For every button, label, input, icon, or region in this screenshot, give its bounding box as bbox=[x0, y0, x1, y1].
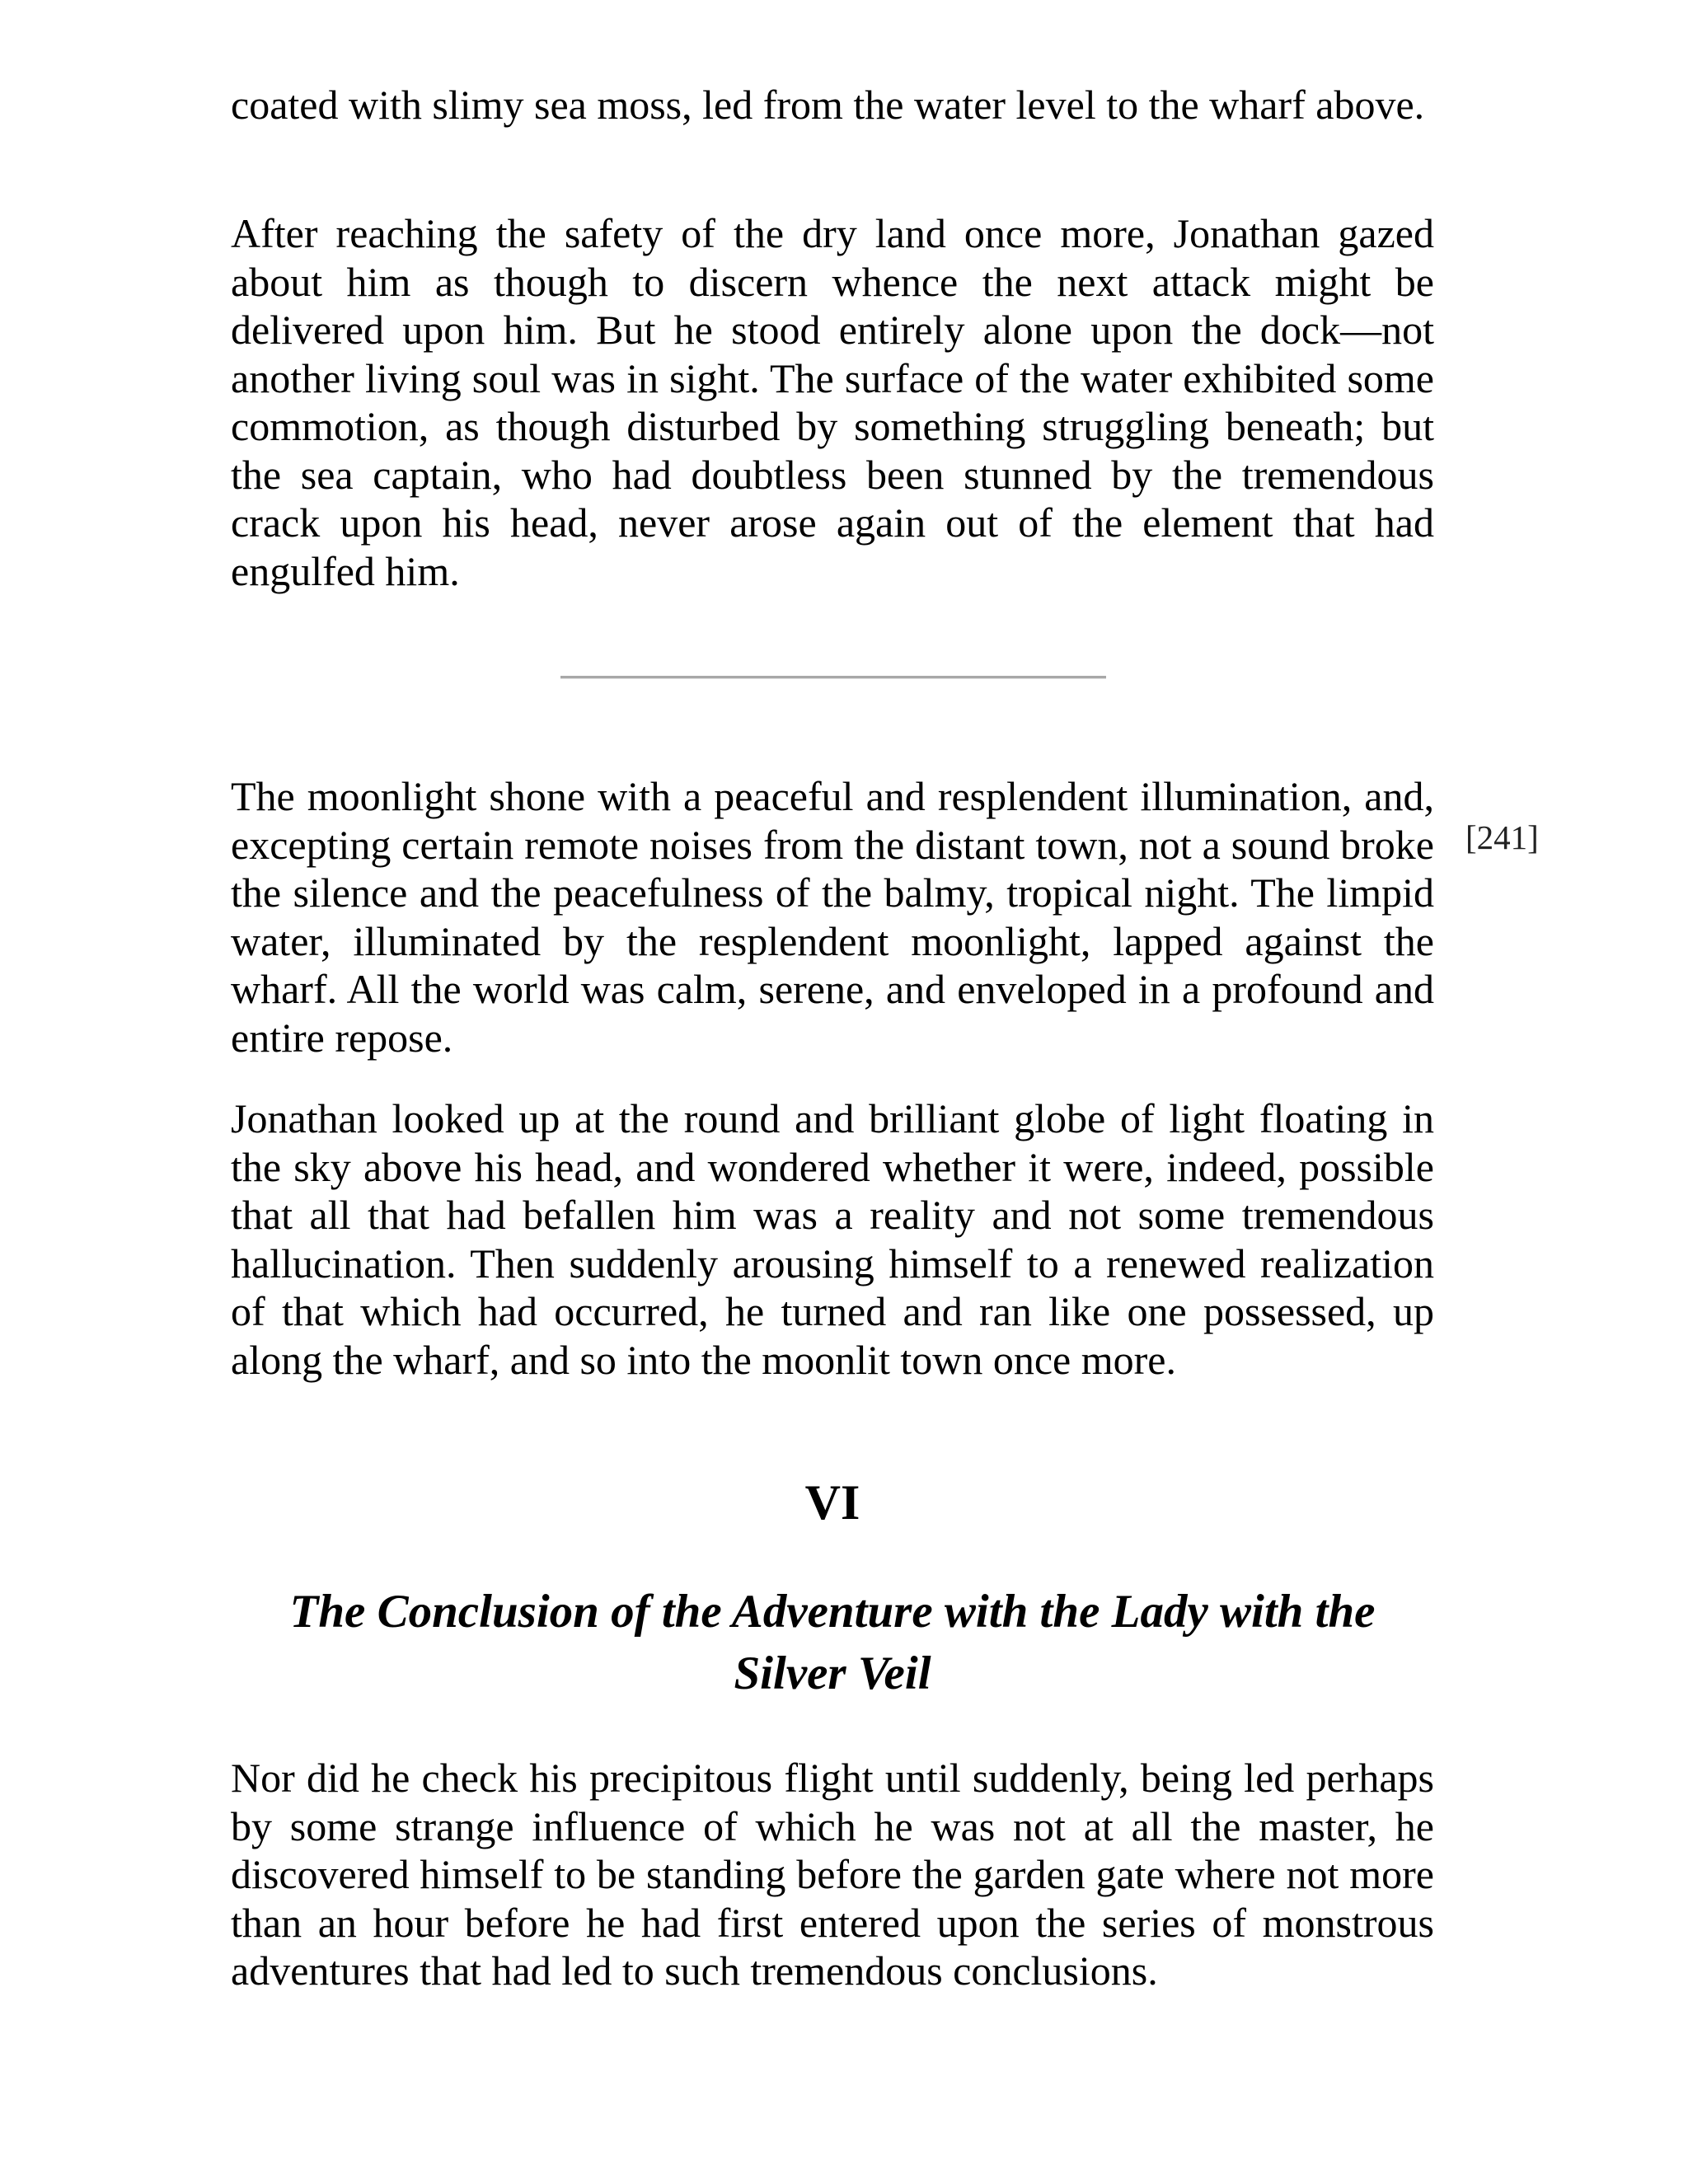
paragraph-garden-gate: Nor did he check his precipitous flight until suddenly, being led perhaps by some strange influence of which he was not at all the master, he discovered himself to be standing before the garden gate where not more than an hour before he had first entered upon the series of monstrous adventures that had led to such tremendous conclusions. bbox=[231, 1755, 1434, 1994]
paragraph-reflection: Jonathan looked up at the round and brilliant globe of light floating in the sky above his head, and wondered whether it were, indeed, possible that all that had befallen him was a reality and not some tremendous hallucination. Then suddenly arousing himself to a renewed realization of that which had occurred, he turned and ran like one possessed, up along the wharf, and so into the moonlit town once more. bbox=[231, 1095, 1434, 1383]
section-divider bbox=[560, 676, 1106, 679]
page-number: [241] bbox=[1465, 818, 1539, 856]
chapter-title: The Conclusion of the Adventure with the Lady with the Silver Veil bbox=[289, 1586, 1376, 1699]
paragraph-moonlight: The moonlight shone with a peaceful and resplendent illumination, and, excepting certain remote noises from the distant town, not a sound broke the silence and the peacefulness of the balmy, tropical night. The limpid water, illuminated by the resplendent moonlight, lapped against the wharf. All the world was calm, serene, and enveloped in a profound and entire repose. bbox=[231, 773, 1434, 1061]
chapter-number: VI bbox=[804, 1475, 860, 1530]
paragraph-escape: After reaching the safety of the dry land once more, Jonathan gazed about him as though to discern whence the next attack might be delivered upon him. But he stood entirely alone upon the dock—not another living soul was in sight. The surface of the water exhibited some commotion, as though disturbed by something struggling beneath; but the sea captain, who had doubtless been stunned by the tremendous crack upon his head, never arose again out of the element that had engulfed him. bbox=[231, 210, 1434, 594]
paragraph-continued: coated with slimy sea moss, led from the water level to the wharf above. bbox=[231, 82, 1425, 128]
